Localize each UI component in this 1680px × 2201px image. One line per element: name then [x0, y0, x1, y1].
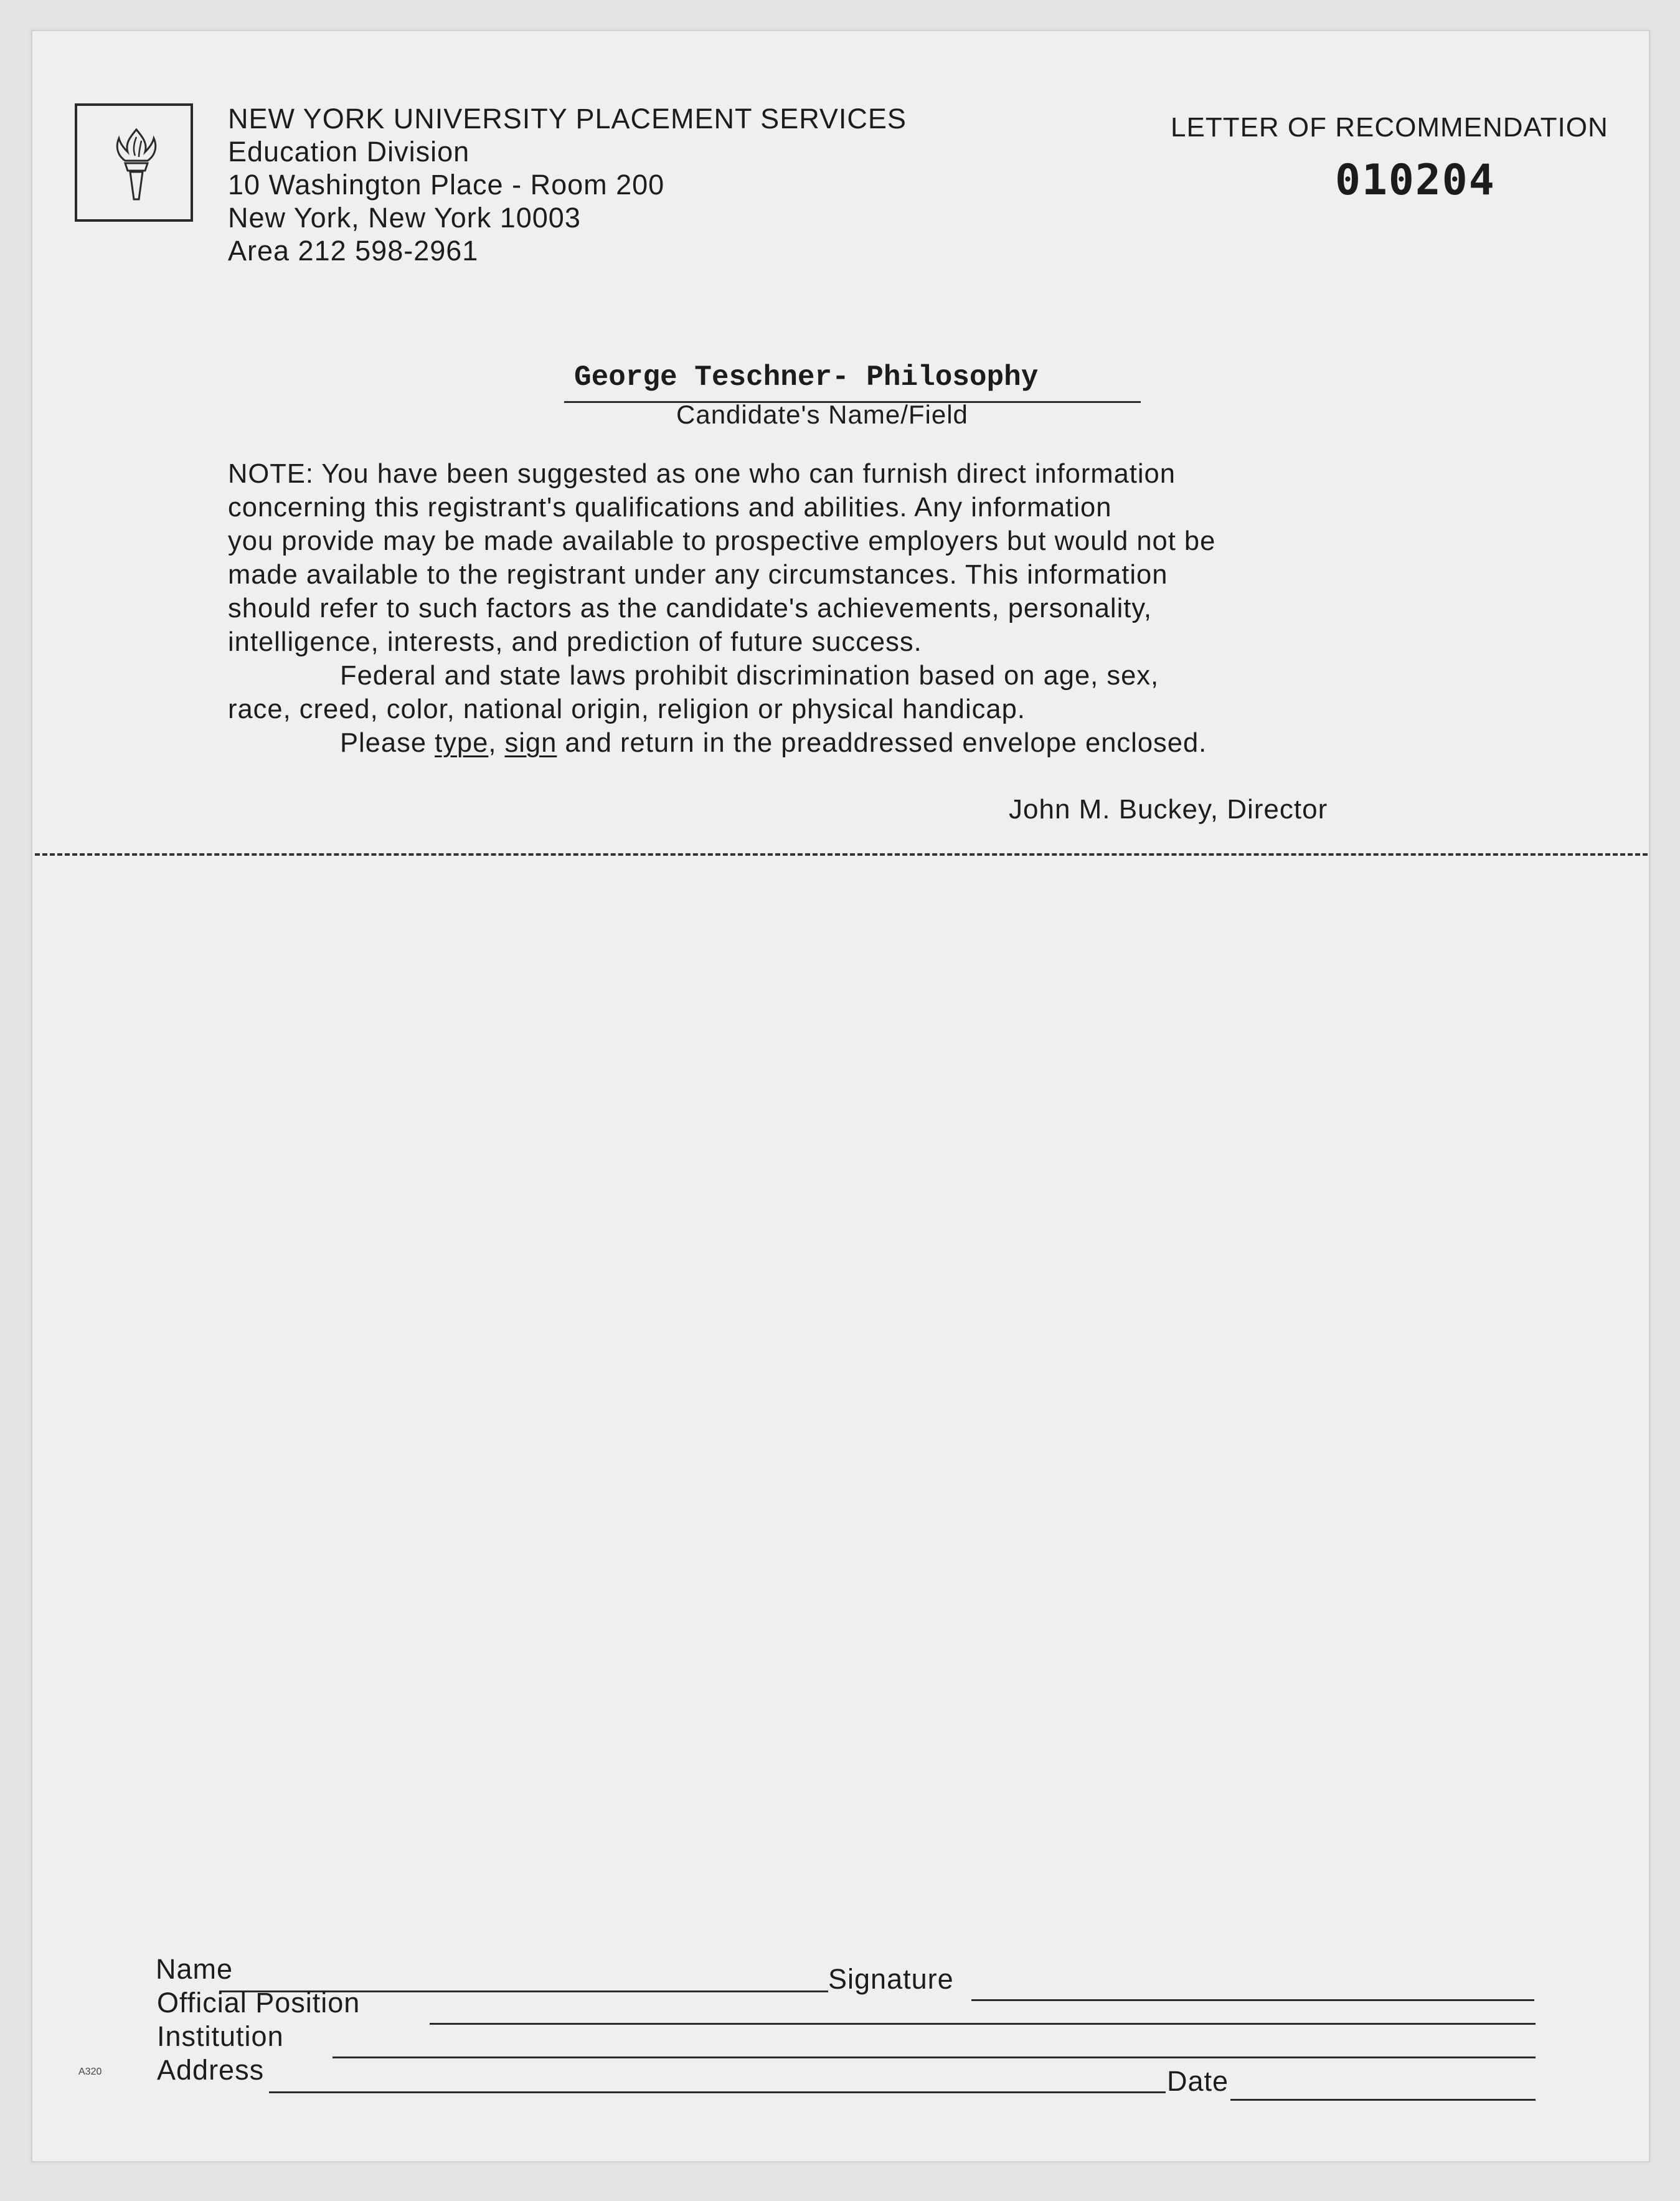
address-line: Education Division — [228, 136, 470, 168]
note-line: intelligence, interests, and prediction of future success. — [228, 627, 922, 657]
document-title: LETTER OF RECOMMENDATION — [1171, 112, 1608, 143]
note-text — [228, 457, 1436, 760]
torch-icon — [111, 125, 161, 206]
signature-field[interactable] — [971, 1999, 1534, 2001]
nyu-logo — [75, 103, 193, 222]
note-line: race, creed, color, national origin, religion or physical handicap. — [228, 694, 1026, 724]
address-field[interactable] — [269, 2091, 1166, 2093]
candidate-name-field: George Teschner- Philosophy — [574, 361, 1039, 394]
director-signatory: John M. Buckey, Director — [1009, 794, 1328, 825]
institution-label: Institution — [157, 2020, 284, 2052]
institution-address — [228, 102, 907, 267]
instruction-comma: , — [488, 728, 505, 758]
note-line: should refer to such factors as the candidate's achievements, personality, — [228, 594, 1152, 623]
official-position-label: Official Position — [157, 1987, 361, 2019]
address-line: 10 Washington Place - Room 200 — [228, 169, 665, 201]
date-field[interactable] — [1230, 2099, 1536, 2101]
instruction-prefix: Please — [340, 728, 435, 758]
address-line: New York, New York 10003 — [228, 202, 581, 234]
note-line: Federal and state laws prohibit discrimination based on age, sex, — [340, 661, 1159, 691]
type-word: type — [435, 728, 489, 758]
name-label: Name — [156, 1953, 234, 1985]
instruction-suffix: and return in the preaddressed envelope enclosed. — [557, 728, 1207, 758]
signature-label: Signature — [828, 1963, 954, 1995]
document-number: 010204 — [1335, 156, 1496, 205]
official-position-field[interactable] — [430, 2023, 1536, 2025]
address-label: Address — [157, 2054, 265, 2086]
note-line: NOTE: You have been suggested as one who can furnish direct information — [228, 459, 1176, 489]
document-sheet — [31, 30, 1650, 2162]
address-line: Area 212 598-2961 — [228, 235, 479, 267]
form-code: A320 — [78, 2066, 102, 2077]
tear-off-line — [35, 853, 1648, 856]
sign-word: sign — [504, 728, 557, 758]
institution-field[interactable] — [333, 2057, 1536, 2058]
candidate-label: Candidate's Name/Field — [676, 400, 968, 429]
address-line: NEW YORK UNIVERSITY PLACEMENT SERVICES — [228, 103, 907, 135]
note-line: you provide may be made available to prospective employers but would not be — [228, 526, 1216, 556]
note-instruction — [228, 726, 1436, 760]
date-label: Date — [1167, 2065, 1229, 2097]
note-line: concerning this registrant's qualifications and abilities. Any information — [228, 493, 1112, 523]
note-line: made available to the registrant under any circumstances. This information — [228, 560, 1168, 590]
